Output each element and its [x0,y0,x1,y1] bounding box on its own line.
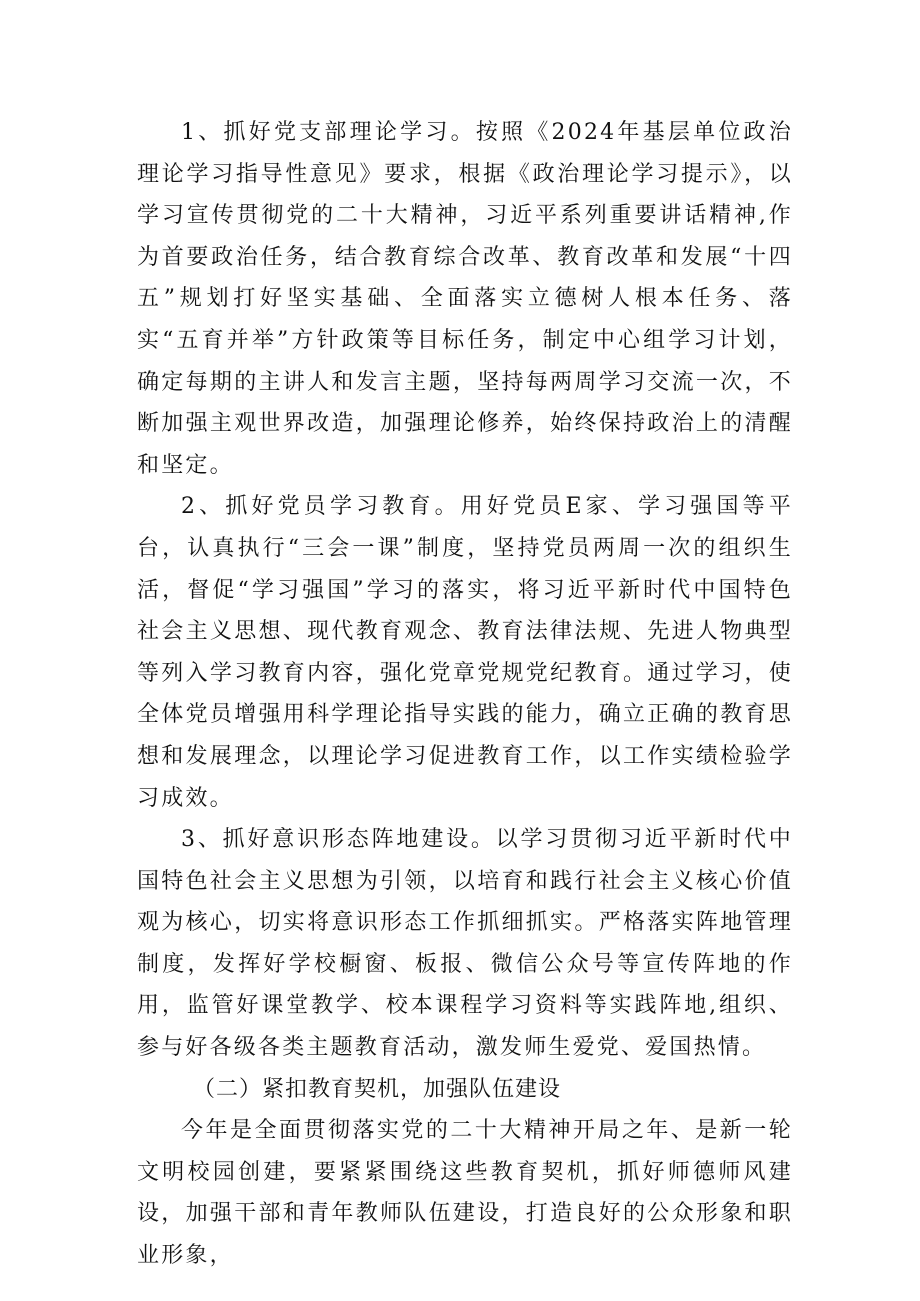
paragraph-ideology-position: 3、抓好意识形态阵地建设。以学习贯彻习近平新时代中国特色社会主义思想为引领，以培育和践行社会主义核心价值观为核心，切实将意识形态工作抓细抓实。严格落实阵地管理制度，发挥好学校橱窗、板报、微信公众号等宣传阵地的作用，监管好课堂教学、校本课程学习资料等实践阵地,组织、参与好各级各类主题教育活动，激发师生爱党、爱国热情。 [137,827,793,1061]
section-heading: （二）紧扣教育契机，加强队伍建设 [193,1076,562,1102]
paragraph-party-member-education: 2、抓好党员学习教育。用好党员E家、学习强国等平台，认真执行“三会一课”制度，坚持党员两周一次的组织生活，督促“学习强国”学习的落实，将习近平新时代中国特色社会主义思想、现代教育观念、教育法律法规、先进人物典型等列入学习教育内容，强化党章党规党纪教育。通过学习，使全体党员增强用科学理论指导实践的能力，确立正确的教育思想和发展理念，以理论学习促进教育工作，以工作实绩检验学习成效。 [137,494,793,811]
paragraph-party-branch-study: 1、抓好党支部理论学习。按照《2024年基层单位政治理论学习指导性意见》要求，根据《政治理论学习提示》，以学习宣传贯彻党的二十大精神，习近平系列重要讲话精神,作为首要政治任务，结合教育综合改革、教育改革和发展“十四五”规划打好坚实基础、全面落实立德树人根本任务、落实“五育并举”方针政策等目标任务，制定中心组学习计划，确定每期的主讲人和发言主题，坚持每两周学习交流一次，不断加强主观世界改造，加强理论修养，始终保持政治上的清醒和坚定。 [137,120,793,478]
document-body [137,112,793,1277]
paragraph-team-building: 今年是全面贯彻落实党的二十大精神开局之年、是新一轮文明校园创建，要紧紧围绕这些教育契机，抓好师德师风建设，加强干部和青年教师队伍建设，打造良好的公众形象和职业形象， [137,1118,793,1269]
